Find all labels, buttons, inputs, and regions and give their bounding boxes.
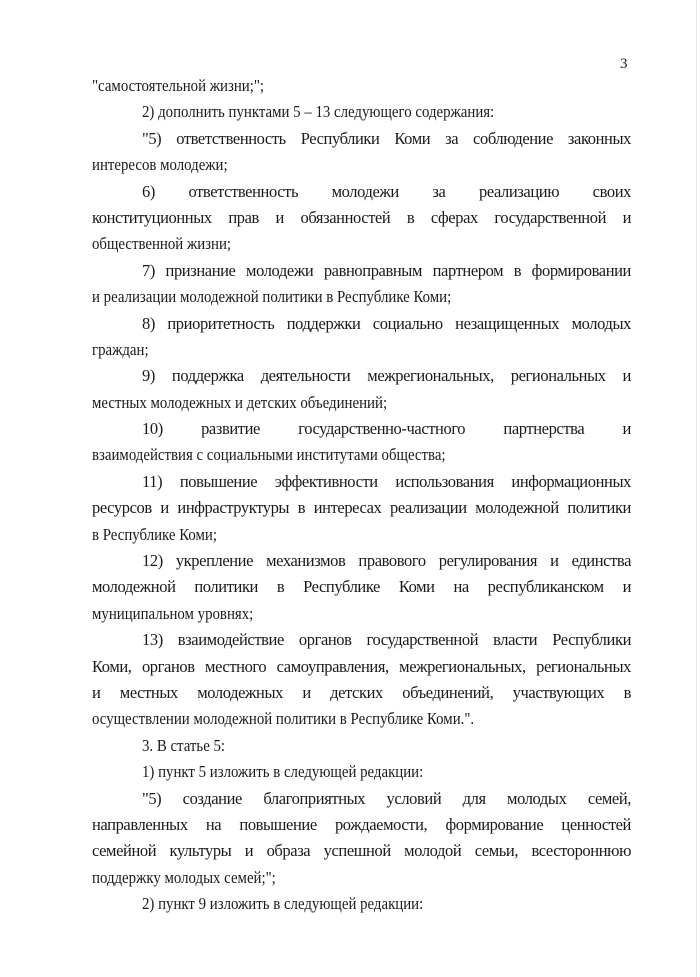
- document-line: граждан;: [92, 339, 149, 359]
- document-line: поддержку молодых семей;";: [92, 867, 276, 887]
- document-line: 3. В статье 5:: [142, 735, 226, 755]
- document-line: молодежной политики в Республике Коми на республиканском и: [92, 577, 631, 597]
- document-line: "5) создание благоприятных условий для молодых семей,: [142, 788, 631, 808]
- document-line: "5) ответственность Республики Коми за соблюдение законных: [142, 128, 631, 148]
- document-line: семейной культуры и образа успешной молодой семьи, всестороннюю: [92, 841, 631, 861]
- document-line: в Республике Коми;: [92, 524, 217, 544]
- document-line: 10) развитие государственно-частного партнерства и: [142, 419, 631, 439]
- document-line: местных молодежных и детских объединений;: [92, 392, 388, 412]
- document-line: 13) взаимодействие органов государственной власти Республики: [142, 630, 631, 650]
- document-line: 8) приоритетность поддержки социально незащищенных молодых: [142, 313, 631, 333]
- document-line: и реализации молодежной политики в Республике Коми;: [92, 287, 452, 307]
- document-line: муниципальном уровнях;: [92, 603, 254, 623]
- document-line: Коми, органов местного самоуправления, межрегиональных, региональных: [92, 656, 631, 676]
- document-line: 7) признание молодежи равноправным партнером в формировании: [142, 260, 631, 280]
- document-line: направленных на повышение рождаемости, формирование ценностей: [92, 814, 631, 834]
- document-line: 1) пункт 5 изложить в следующей редакции:: [142, 762, 424, 782]
- document-line: ресурсов и инфраструктуры в интересах реализации молодежной политики: [92, 498, 631, 518]
- document-line: "самостоятельной жизни;";: [92, 76, 265, 95]
- document-line: осуществлении молодежной политики в Республике Коми.".: [92, 709, 475, 729]
- document-body: [92, 73, 631, 918]
- page-number: 3: [620, 56, 628, 72]
- document-line: и местных молодежных и детских объединений, участвующих в: [92, 682, 631, 702]
- document-line: 9) поддержка деятельности межрегиональных, региональных и: [142, 366, 631, 386]
- document-line: общественной жизни;: [92, 234, 232, 254]
- document-line: 6) ответственность молодежи за реализацию своих: [142, 181, 631, 201]
- document-line: 12) укрепление механизмов правового регулирования и единства: [142, 551, 631, 571]
- scan-edge-line: [696, 0, 697, 977]
- document-line: 2) дополнить пунктами 5 – 13 следующего содержания:: [142, 102, 495, 122]
- document-line: взаимодействия с социальными институтами общества;: [92, 445, 446, 465]
- document-line: 2) пункт 9 изложить в следующей редакции:: [142, 894, 424, 914]
- document-line: интересов молодежи;: [92, 155, 228, 175]
- document-line: конституционных прав и обязанностей в сферах государственной и: [92, 207, 631, 227]
- document-line: 11) повышение эффективности использования информационных: [142, 471, 631, 491]
